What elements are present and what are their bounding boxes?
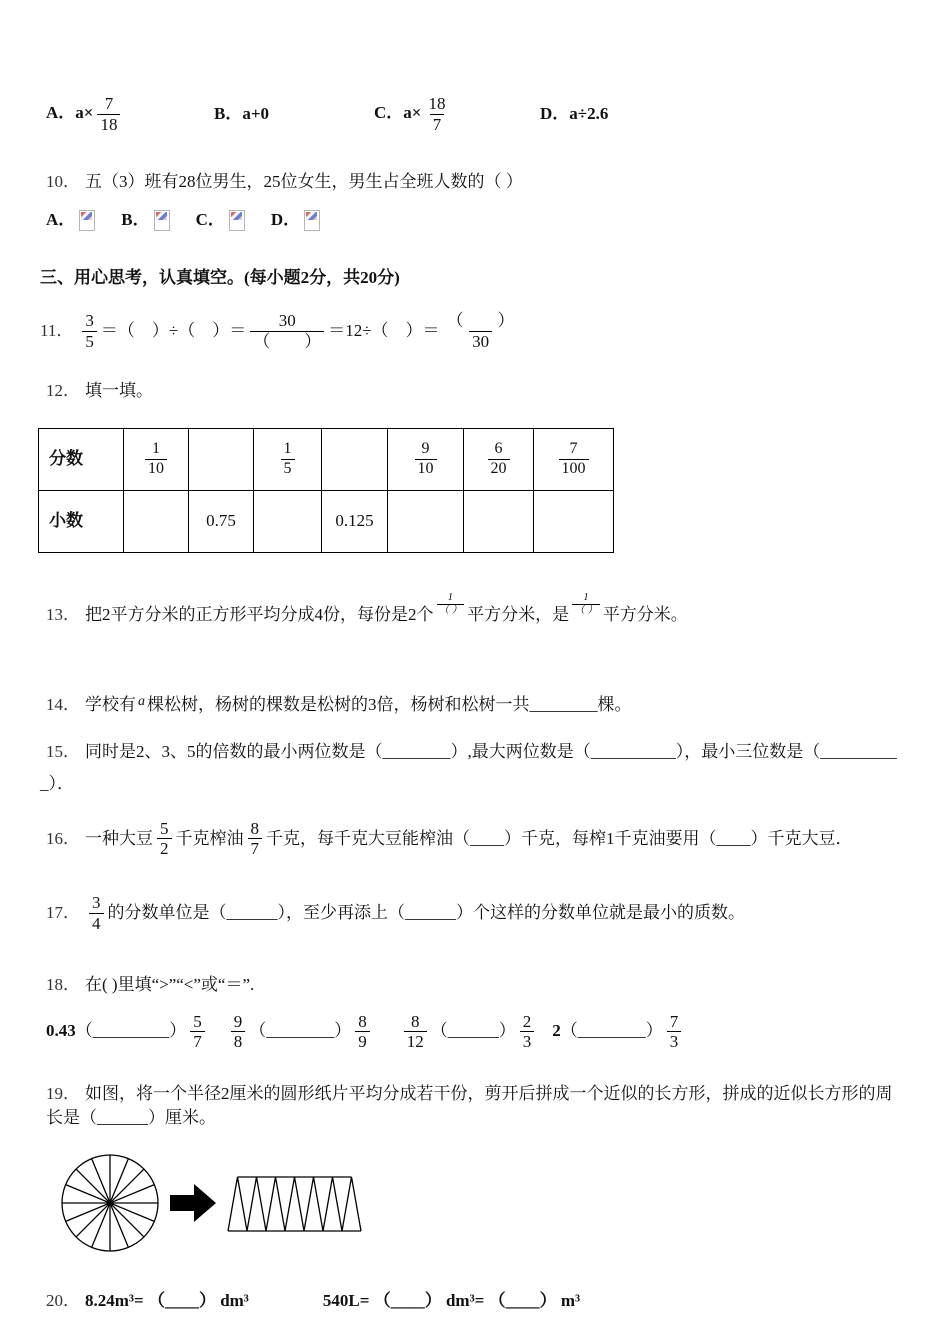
fraction: [520, 1012, 535, 1052]
question-text: 把2平方分米的正方形平均分成4份，每份是2个: [85, 604, 434, 624]
fraction-denominator: 18: [97, 114, 120, 135]
circle-to-rectangle-figure: [58, 1147, 904, 1267]
question-10: [46, 170, 904, 195]
question-text: 学校有: [85, 694, 136, 714]
fraction-denominator: 2: [157, 838, 172, 859]
option-c-label: C．a×: [374, 102, 422, 122]
fraction-denominator: 8: [231, 1031, 246, 1052]
fraction-denominator: 7: [430, 114, 445, 135]
table-cell: [124, 490, 189, 552]
question-number: 16．: [46, 828, 80, 848]
broken-image-icon: [229, 210, 245, 231]
option-b-label: B．: [121, 209, 150, 229]
broken-image-icon: [79, 210, 95, 231]
fraction-numerator: 6: [494, 440, 503, 458]
question-text: 五（3）班有28位男生，25位女生，男生占全班人数的（ ）: [85, 172, 523, 192]
question-13: [46, 591, 904, 629]
table-cell: [464, 428, 534, 490]
fraction-numerator: 8: [250, 818, 259, 838]
fraction-denominator: 4: [89, 913, 104, 934]
fraction-denominator: （ ）: [574, 605, 598, 617]
circle-sectors-icon: [62, 1155, 158, 1251]
fraction: [355, 1012, 370, 1052]
question-14: [46, 693, 904, 718]
value: 0.43: [46, 1021, 76, 1041]
table-cell: [189, 428, 254, 490]
answer-gap: （________）: [560, 1021, 663, 1041]
option-a-label: A．: [46, 209, 76, 229]
fraction-numerator: 3: [85, 311, 94, 331]
question-19: [46, 1082, 902, 1131]
picture-glyph-icon: [306, 212, 317, 220]
table-cell: [322, 428, 388, 490]
variable-a: a: [138, 693, 145, 709]
fraction-numerator: 8: [358, 1011, 367, 1031]
question-number: 10．: [46, 172, 80, 192]
fraction-numerator: 1: [152, 440, 160, 458]
fraction: [425, 94, 448, 134]
row-header-fraction: 分数: [39, 428, 124, 490]
question-text-continued: _）．: [40, 774, 74, 794]
question-18-compare-row: [46, 1012, 904, 1052]
picture-glyph-icon: [156, 212, 167, 220]
question-12: [46, 379, 904, 404]
fraction: [250, 311, 324, 351]
fraction-numerator: 5: [160, 818, 169, 838]
row-header-decimal: 小数: [39, 490, 124, 552]
question-number: 18．: [46, 975, 80, 995]
option-a-label: A．a×: [46, 102, 94, 122]
fraction-denominator: 7: [190, 1031, 205, 1052]
question-text: 千克榨油: [175, 828, 244, 848]
table-cell: [534, 428, 614, 490]
question-text: 平方分米。: [602, 604, 688, 624]
question-text: 如图，将一个半径2厘米的圆形纸片平均分成若干份，剪开后拼成一个近似的长方形，拼成的近似长方形的周长是（______）厘米。: [46, 1083, 893, 1128]
table-row: [39, 490, 614, 552]
table-cell: 0.125: [322, 490, 388, 552]
table-cell: [388, 428, 464, 490]
fraction: [667, 1012, 682, 1052]
question-16: [46, 819, 904, 859]
option-b-label: B．a+0: [214, 103, 270, 123]
question-text: 同时是2、3、5的倍数的最小两位数是（________）,最大两位数是（__________），最小三位数是（_________: [85, 741, 897, 761]
equation-segment: ＝12÷（ ）＝: [328, 320, 440, 340]
fraction-numerator: 9: [233, 1011, 243, 1031]
fraction: [89, 893, 104, 933]
question-number: 11．: [40, 320, 74, 340]
small-fraction: [572, 592, 600, 618]
table-cell: [254, 490, 322, 552]
fraction-numerator: 9: [421, 440, 430, 458]
fraction-denominator: 9: [355, 1031, 370, 1052]
fraction-numerator: 5: [193, 1011, 202, 1031]
small-fraction: [437, 592, 465, 618]
fraction: [190, 1012, 205, 1052]
question-15: [40, 740, 904, 797]
fraction-denominator: 12: [404, 1031, 427, 1052]
question-11: [40, 311, 904, 351]
question-number: 17．: [46, 902, 80, 922]
fraction-numerator: 1: [283, 440, 292, 458]
fraction-denominator: 10: [145, 459, 167, 478]
fraction-numerator: 30: [278, 311, 296, 331]
fraction: [444, 311, 518, 351]
question-number: 20．: [46, 1290, 80, 1310]
question-number: 14．: [46, 694, 80, 714]
fraction: [248, 819, 263, 859]
arrow-right-icon: [170, 1184, 216, 1222]
option-b: [214, 102, 374, 127]
figure-svg: [58, 1147, 368, 1259]
fraction: [231, 1012, 246, 1052]
fraction-denominator: 10: [415, 459, 437, 478]
answer-gap: （_________）: [75, 1021, 187, 1041]
equation-segment: ＝（ ）÷（ ）＝: [100, 320, 247, 340]
broken-image-icon: [304, 210, 320, 231]
fraction: [157, 819, 172, 859]
picture-glyph-icon: [231, 212, 242, 220]
question-10-options: [46, 208, 904, 233]
fraction-denominator: 5: [281, 459, 295, 478]
table-cell: [464, 490, 534, 552]
question-text: 填一填。: [85, 381, 153, 401]
table-cell: [388, 490, 464, 552]
fraction-numerator: 1: [447, 591, 453, 603]
fraction-denominator: （ ）: [438, 605, 463, 617]
option-c-label: C．: [195, 209, 225, 229]
fraction-denominator: 5: [82, 331, 97, 352]
fraction: [97, 94, 120, 134]
fraction-numerator: 1: [583, 591, 589, 603]
question-20: [46, 1289, 904, 1314]
fraction-denominator: 3: [520, 1031, 535, 1052]
table-cell: [534, 490, 614, 552]
fraction-numerator: （ ）: [446, 311, 515, 331]
table-cell: 0.75: [189, 490, 254, 552]
fraction-numerator: 2: [522, 1011, 532, 1031]
option-c: [374, 94, 540, 134]
question-number: 13．: [46, 604, 80, 624]
question-text: 在( )里填“>”“<”或“＝”.: [85, 975, 255, 995]
value: 2: [552, 1021, 561, 1041]
question-9-options: [46, 0, 904, 134]
fraction-denominator: 30: [469, 331, 492, 352]
question-17: [46, 893, 904, 933]
fraction-numerator: 7: [569, 440, 578, 458]
fraction-numerator: 3: [92, 892, 101, 912]
question-text: 平方分米，是: [467, 604, 570, 624]
fraction-denominator: 7: [248, 838, 263, 859]
fraction-denominator: 20: [488, 459, 510, 478]
table-cell: [254, 428, 322, 490]
fraction-denominator: 3: [667, 1031, 682, 1052]
picture-glyph-icon: [81, 212, 92, 220]
table-row: [39, 428, 614, 490]
fraction-numerator: 7: [669, 1011, 679, 1031]
fraction-numerator: 8: [411, 1011, 420, 1031]
rectangle-strip-icon: [228, 1177, 361, 1231]
broken-image-icon: [154, 210, 170, 231]
question-text: 千克，每千克大豆能榨油（____）千克，每榨1千克油要用（____）千克大豆．: [266, 828, 853, 848]
question-text: 一种大豆: [85, 828, 153, 848]
fraction-denominator: 100: [559, 459, 589, 478]
conversion-expression: 8.24m³= （____） dm³: [85, 1290, 249, 1310]
question-text: 棵松树，杨树的棵数是松树的3倍，杨树和松树一共________棵。: [147, 694, 632, 714]
option-d: [540, 102, 608, 127]
table-cell: [124, 428, 189, 490]
question-number: 19．: [46, 1083, 80, 1103]
fraction-numerator: 7: [104, 94, 114, 113]
answer-gap: （________）: [249, 1021, 352, 1041]
option-d-label: D．: [270, 209, 301, 229]
question-number: 15．: [46, 741, 80, 761]
option-a: [46, 94, 214, 134]
fraction: [404, 1012, 427, 1052]
section-heading: 三、用心思考，认真填空。(每小题2分，共20分): [40, 268, 400, 288]
fraction-decimal-table: [38, 428, 614, 553]
fraction-numerator: 18: [428, 94, 446, 113]
question-number: 12．: [46, 381, 80, 401]
conversion-expression: 540L= （____） dm³= （____） m³: [322, 1290, 581, 1310]
question-18: [46, 973, 904, 998]
fraction: [82, 311, 97, 351]
question-text: 的分数单位是（______），至少再添上（______）个这样的分数单位就是最小的质数。: [107, 902, 745, 922]
option-d-label: D．a÷2.6: [540, 103, 609, 123]
fraction-denominator: （ ）: [250, 331, 324, 352]
answer-gap: （______）: [430, 1021, 516, 1041]
